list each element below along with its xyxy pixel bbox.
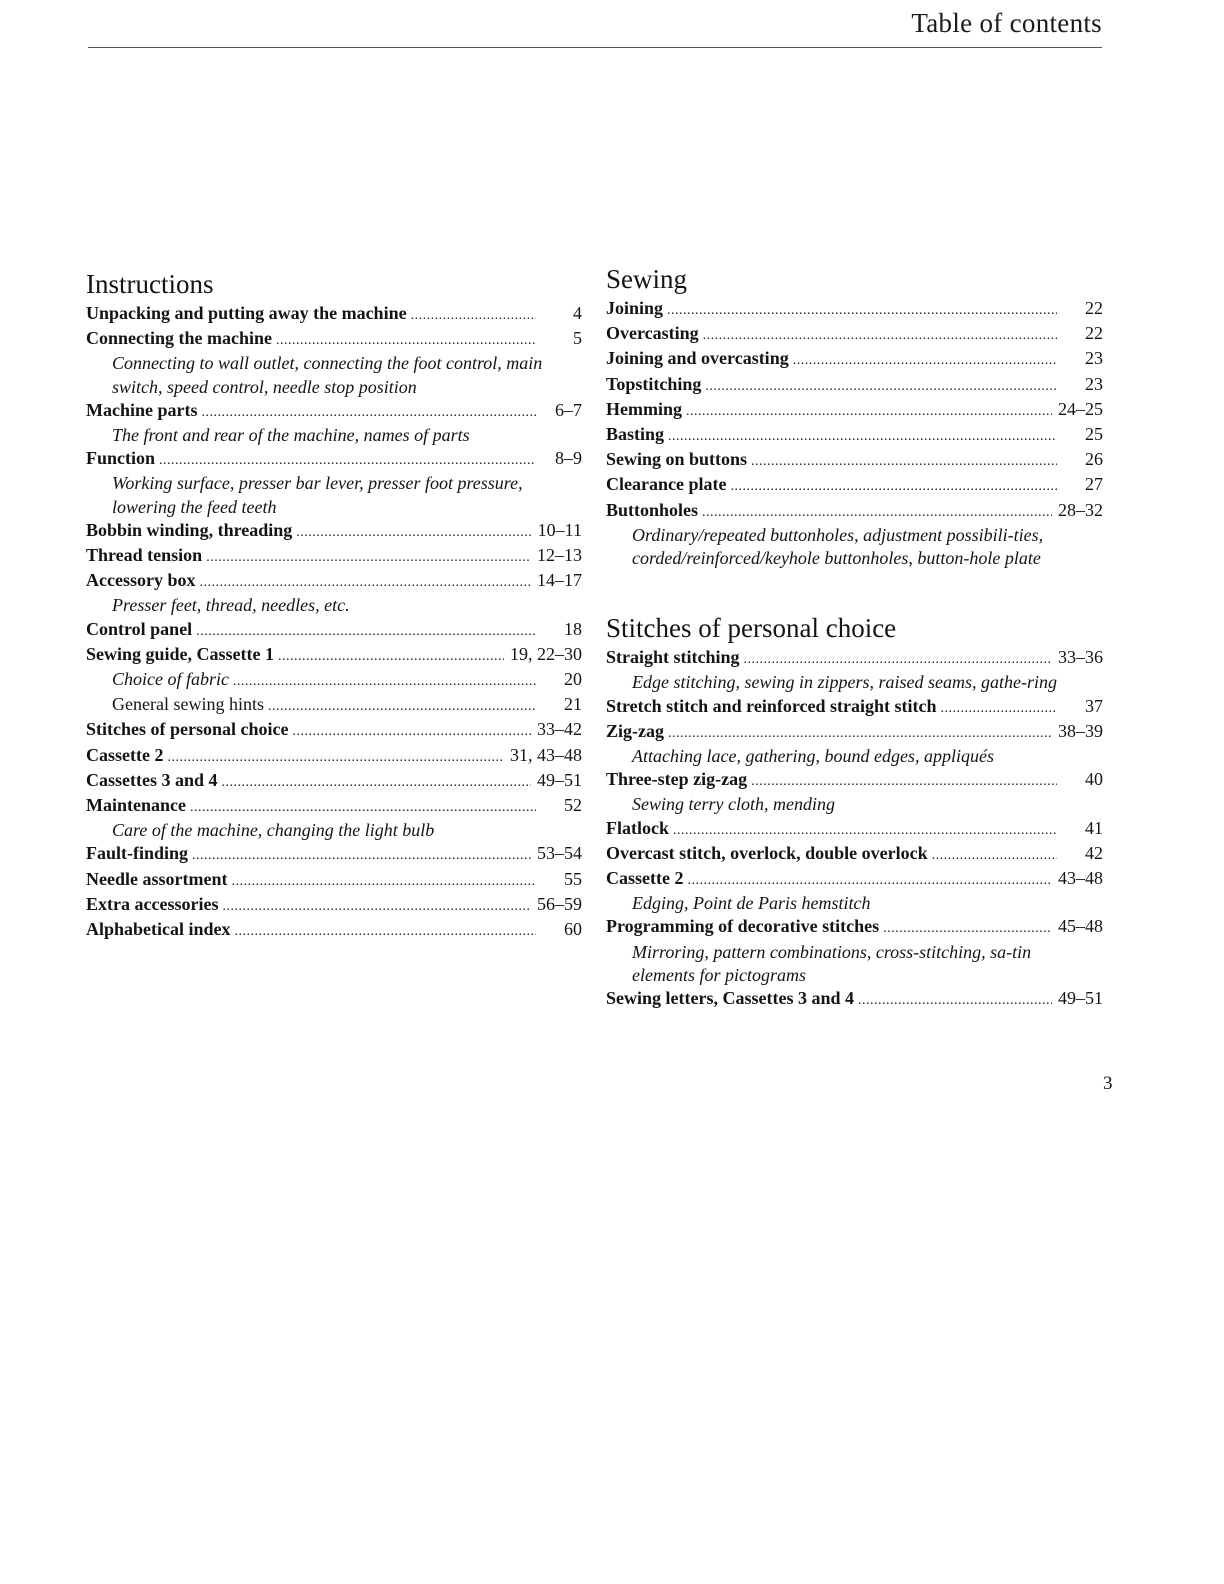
toc-entry-page: 21 [564, 694, 582, 715]
dot-leader [793, 347, 1057, 372]
dot-leader [883, 915, 1052, 940]
toc-entry-page: 33–42 [537, 719, 582, 740]
toc-entry-page: 22 [1085, 323, 1103, 344]
toc-entry-label: Stitches of personal choice [86, 719, 289, 740]
toc-entry-page: 14–17 [537, 570, 582, 591]
dot-leader [196, 618, 536, 643]
toc-entry-description: Ordinary/repeated buttonholes, adjustment possibili-ties, corded/reinforced/keyhole buttonholes, button-hole plate [632, 524, 1044, 569]
toc-entry-label: Thread tension [86, 545, 203, 566]
toc-entry-label: Clearance plate [606, 474, 727, 495]
toc-entry [606, 373, 1103, 398]
toc-entry-label: Zig-zag [606, 720, 664, 741]
page-number: 3 [1103, 1073, 1113, 1094]
toc-subentry [86, 668, 582, 693]
toc-entry-label: Accessory box [86, 570, 196, 591]
toc-entry-page: 20 [564, 669, 582, 690]
toc-entry-label: Needle assortment [86, 868, 228, 889]
dot-leader [202, 399, 537, 424]
toc-entry-label: Cassettes 3 and 4 [86, 769, 218, 790]
toc-entry-page: 53–54 [537, 843, 582, 864]
toc-entry-page: 60 [564, 919, 582, 940]
toc-entry [86, 447, 582, 472]
dot-leader [192, 842, 531, 867]
toc-entry [86, 842, 582, 867]
toc-entry [86, 618, 582, 643]
dot-leader [233, 668, 536, 693]
toc-entry-label: Control panel [86, 618, 193, 639]
toc-entry-label: Joining [606, 298, 664, 318]
instructions-section [86, 268, 582, 943]
toc-entry-label: Buttonholes [606, 499, 699, 520]
toc-entry-label: Cassette 2 [606, 868, 684, 889]
sewing-column [606, 263, 1103, 1054]
toc-entry [86, 893, 582, 918]
dot-leader [744, 646, 1052, 671]
toc-entry-page: 56–59 [537, 893, 582, 914]
dot-leader [199, 569, 531, 594]
toc-entry-label: Maintenance [86, 795, 186, 816]
toc-entry-page: 43–48 [1058, 868, 1103, 889]
toc-entry-page: 22 [1085, 298, 1103, 318]
dot-leader [940, 695, 1057, 720]
toc-entry-page: 18 [564, 618, 582, 639]
toc-entry-label: Cassette 2 [86, 744, 164, 765]
dot-leader [668, 423, 1057, 448]
toc-entry [606, 473, 1103, 498]
toc-entry-label: Extra accessories [86, 893, 219, 914]
section-title-stitches: Stitches of personal choice [606, 613, 897, 644]
dot-leader [278, 643, 504, 668]
toc-entry-page: 37 [1085, 695, 1103, 716]
page-header-title: Table of contents [911, 8, 1102, 38]
toc-entry-page: 23 [1085, 348, 1103, 369]
toc-subentry [86, 693, 582, 718]
toc-entry-label: Unpacking and putting away the machine [86, 303, 407, 323]
toc-entry-page: 19, 22–30 [510, 643, 582, 664]
toc-entry [606, 398, 1103, 423]
toc-entry-description: Connecting to wall outlet, connecting the foot control, main switch, speed control, needle stop position [112, 353, 543, 397]
toc-entry-label: Alphabetical index [86, 919, 231, 940]
toc-entry [606, 423, 1103, 448]
toc-entry-description: Working surface, presser bar lever, presser foot pressure, lowering the feed teeth [112, 473, 523, 517]
toc-entry-description: Sewing terry cloth, mending [632, 794, 835, 815]
toc-entry-label: Sewing letters, Cassettes 3 and 4 [606, 988, 854, 1009]
dot-leader [932, 842, 1057, 867]
toc-entry [606, 768, 1103, 793]
dot-leader [296, 519, 531, 544]
dot-leader [222, 893, 531, 918]
dot-leader [231, 868, 536, 893]
toc-entry-description: Edging, Point de Paris hemstitch [632, 893, 871, 914]
toc-entry [86, 643, 582, 668]
toc-entry [606, 448, 1103, 473]
toc-entry-label: Sewing guide, Cassette 1 [86, 643, 274, 664]
toc-entry [606, 297, 1103, 322]
toc-entry-description: Attaching lace, gathering, bound edges, appliqués [632, 746, 994, 767]
toc-entries [606, 646, 1103, 1012]
toc-entry-page: 27 [1085, 474, 1103, 495]
toc-entry [606, 646, 1103, 671]
toc-entry [86, 718, 582, 743]
dot-leader [730, 473, 1057, 498]
toc-entry-label: Machine parts [86, 399, 198, 420]
toc-entry [606, 817, 1103, 842]
dot-leader [190, 794, 536, 819]
toc-entry-description: Mirroring, pattern combinations, cross-stitching, sa-tin elements for pictograms [632, 941, 1032, 985]
toc-entry-description: Edge stitching, sewing in zippers, raised seams, gathe-ring [632, 672, 1057, 693]
dot-leader [751, 448, 1057, 473]
toc-entry-page: 8–9 [555, 448, 582, 469]
toc-entry-label: Three-step zig-zag [606, 769, 748, 790]
toc-entry [86, 918, 582, 943]
dot-leader [667, 297, 1057, 322]
toc-entry [86, 794, 582, 819]
toc-entry [606, 695, 1103, 720]
toc-entry [86, 769, 582, 794]
dot-leader [206, 544, 531, 569]
toc-entry [606, 322, 1103, 347]
toc-entry-label: Hemming [606, 398, 682, 419]
toc-entry-label: Flatlock [606, 817, 669, 838]
toc-entry [86, 519, 582, 544]
dot-leader [686, 398, 1052, 423]
stitches-section [606, 612, 1103, 1012]
toc-entry-label: Sewing on buttons [606, 449, 748, 470]
toc-entry-page: 38–39 [1058, 720, 1103, 741]
dot-leader [751, 768, 1057, 793]
toc-entry [86, 868, 582, 893]
toc-entry-page: 41 [1085, 817, 1103, 838]
toc-entry-page: 33–36 [1058, 647, 1103, 668]
toc-entry-label: Programming of decorative stitches [606, 916, 880, 937]
dot-leader [705, 373, 1057, 398]
toc-entry-label: Fault-finding [86, 843, 189, 864]
toc-entry-page: 25 [1085, 424, 1103, 445]
toc-entry-label: Bobbin winding, threading [86, 519, 293, 540]
toc-entry-description: Care of the machine, changing the light bulb [112, 820, 435, 841]
toc-entry [606, 867, 1103, 892]
toc-entry-page: 45–48 [1058, 916, 1103, 937]
dot-leader [167, 744, 504, 769]
toc-entry-label: Stretch stitch and reinforced straight stitch [606, 695, 937, 716]
toc-entry-page: 49–51 [537, 769, 582, 790]
toc-entry-label: Overcast stitch, overlock, double overlock [606, 842, 928, 863]
section-title-sewing: Sewing [606, 264, 687, 294]
toc-entry [86, 399, 582, 424]
toc-entry [86, 327, 582, 352]
toc-entry-page: 55 [564, 868, 582, 889]
toc-entry-page: 31, 43–48 [510, 744, 582, 765]
dot-leader [159, 447, 536, 472]
toc-entry-label: Joining and overcasting [606, 348, 789, 369]
toc-entries [606, 297, 1103, 570]
toc-entry-page: 28–32 [1058, 499, 1103, 520]
toc-entry-page: 40 [1085, 769, 1103, 790]
toc-entry-page: 24–25 [1058, 398, 1103, 419]
toc-entry-page: 12–13 [537, 545, 582, 566]
toc-entry-label: Function [86, 448, 156, 469]
sewing-section [606, 263, 1103, 570]
toc-entry [86, 302, 582, 327]
toc-entry [606, 987, 1103, 1012]
dot-leader [235, 918, 536, 943]
dot-leader [702, 499, 1052, 524]
dot-leader [222, 769, 531, 794]
toc-entry-page: 26 [1085, 449, 1103, 470]
toc-entry-label: Basting [606, 424, 665, 445]
toc-entry-label: Topstitching [606, 373, 702, 394]
toc-entry [86, 544, 582, 569]
toc-entry-page: 6–7 [555, 399, 582, 420]
toc-entry [606, 915, 1103, 940]
toc-entry [606, 842, 1103, 867]
toc-entry-page: 10–11 [537, 519, 582, 540]
toc-entry [606, 347, 1103, 372]
dot-leader [292, 718, 531, 743]
section-title-instructions: Instructions [86, 269, 214, 299]
toc-entry-label: Connecting the machine [86, 328, 272, 349]
dot-leader [703, 322, 1057, 347]
toc-entry [606, 720, 1103, 745]
toc-entry [86, 744, 582, 769]
dot-leader [276, 327, 536, 352]
toc-entries [86, 302, 582, 943]
toc-entry-description: The front and rear of the machine, names of parts [112, 425, 470, 446]
header-rule [88, 47, 1102, 48]
toc-entry-page: 23 [1085, 373, 1103, 394]
dot-leader [411, 302, 536, 327]
toc-entry-page: 49–51 [1058, 988, 1103, 1009]
instructions-column [86, 268, 582, 985]
toc-entry-page: 5 [573, 328, 582, 349]
dot-leader [673, 817, 1057, 842]
toc-entry-description: Presser feet, thread, needles, etc. [112, 595, 350, 616]
dot-leader [268, 693, 536, 718]
toc-entry [606, 499, 1103, 524]
toc-entry-page: 4 [573, 303, 582, 323]
dot-leader [687, 867, 1052, 892]
toc-entry-page: 52 [564, 795, 582, 816]
toc-entry-page: 42 [1085, 842, 1103, 863]
toc-entry-label: Choice of fabric [112, 669, 229, 690]
toc-entry-label: Straight stitching [606, 647, 740, 668]
dot-leader [858, 987, 1052, 1012]
toc-entry-label: General sewing hints [112, 694, 264, 715]
toc-entry [86, 569, 582, 594]
dot-leader [668, 720, 1052, 745]
toc-entry-label: Overcasting [606, 323, 699, 344]
